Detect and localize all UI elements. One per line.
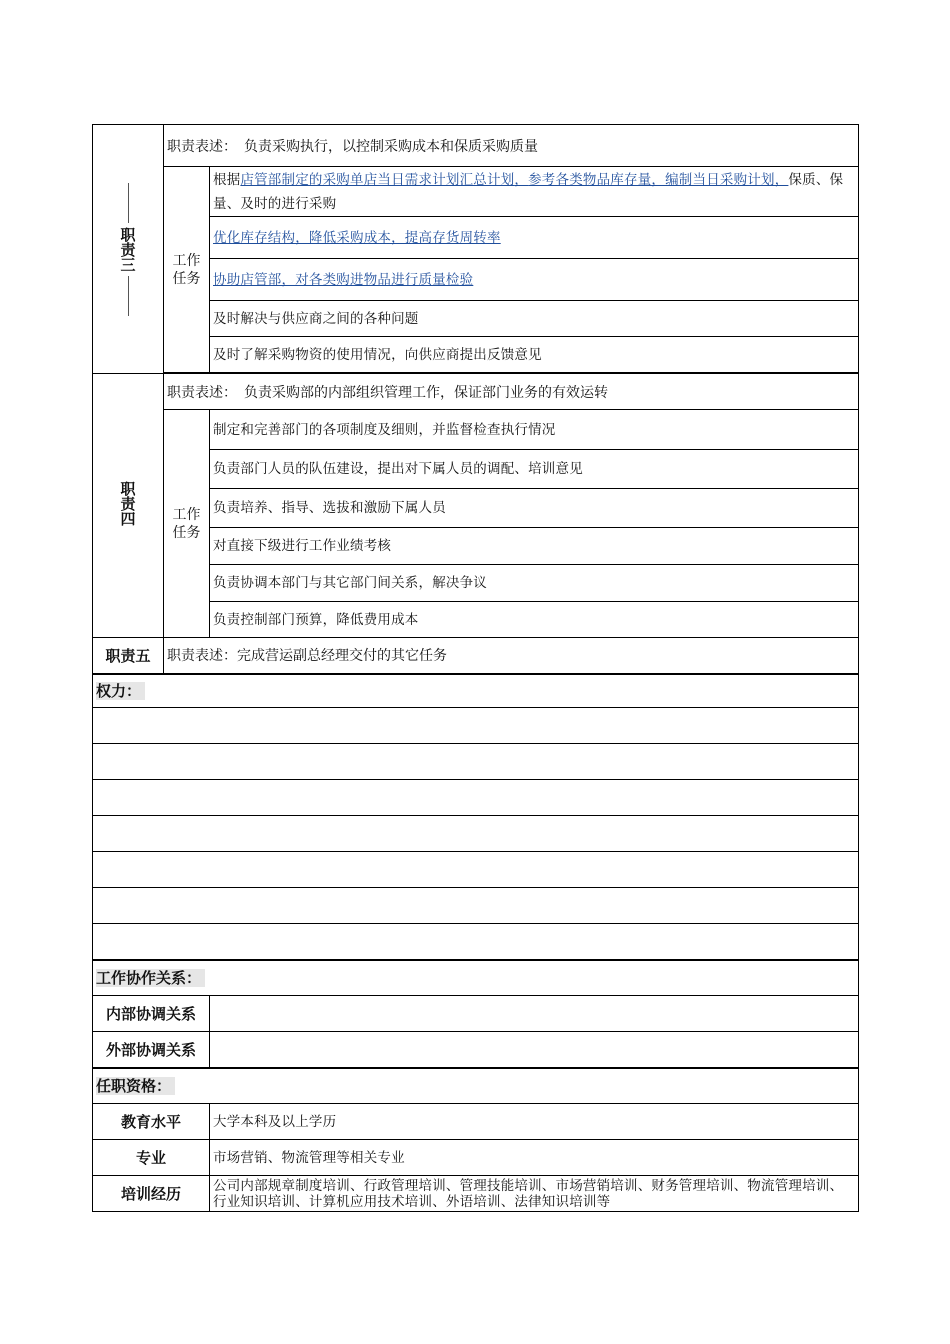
power-title-row [93, 674, 859, 708]
power-row-6 [93, 888, 859, 924]
external-value[interactable] [210, 1032, 859, 1068]
power-blank-5[interactable] [93, 852, 859, 888]
education-row [93, 1104, 859, 1140]
duty3-task-1-link-2[interactable]: 参考各类物品库存量，编制当日采购计划， [528, 171, 789, 188]
duty3-task-label-cell [164, 167, 210, 373]
duty3-task-1 [210, 167, 859, 217]
power-blank-3[interactable] [93, 780, 859, 816]
duty3-task-4: 及时解决与供应商之间的各种问题 [210, 301, 859, 337]
major-label: 专业 [93, 1140, 210, 1176]
cooperation-title-row [93, 960, 859, 996]
duty3-line-bottom [128, 276, 129, 316]
internal-row [93, 996, 859, 1032]
power-blank-1[interactable] [93, 708, 859, 744]
duty3-task-2 [210, 217, 859, 259]
major-value: 市场营销、物流管理等相关专业 [210, 1140, 859, 1176]
duty4-task-3: 负责培养、指导、选拔和激励下属人员 [210, 489, 859, 528]
external-label: 外部协调关系 [93, 1032, 210, 1068]
power-blank-2[interactable] [93, 744, 859, 780]
duty3-task-1-comma: ， [514, 171, 529, 188]
duty3-task-label: 工作任务 [172, 252, 201, 287]
training-label: 培训经历 [93, 1176, 210, 1212]
duty5-row [93, 638, 859, 674]
job-description-table [92, 124, 859, 1212]
internal-value[interactable] [210, 996, 859, 1032]
duty4-task-2: 负责部门人员的队伍建设，提出对下属人员的调配、培训意见 [210, 450, 859, 489]
duty3-task-2-link[interactable]: 优化库存结构，降低采购成本，提高存货周转率 [213, 229, 501, 246]
qualification-title-cell [93, 1068, 859, 1104]
cooperation-title-cell [93, 960, 859, 996]
duty4-task-row-1 [93, 410, 859, 450]
power-blank-6[interactable] [93, 888, 859, 924]
duty5-label: 职责五 [93, 638, 164, 674]
training-value: 公司内部规章制度培训、行政管理培训、管理技能培训、市场营销培训、财务管理培训、物流管理培训、行业知识培训、计算机应用技术培训、外语培训、法律知识培训等 [210, 1176, 859, 1212]
qualification-title: 任职资格： [96, 1077, 175, 1095]
duty3-desc-row [93, 125, 859, 167]
power-blank-7[interactable] [93, 924, 859, 960]
power-blank-4[interactable] [93, 816, 859, 852]
cooperation-title: 工作协作关系： [96, 969, 205, 987]
duty3-task-1-prefix: 根据 [213, 171, 241, 188]
duty3-desc: 职责表述： 负责采购执行，以控制采购成本和保质采购质量 [164, 125, 859, 167]
education-label: 教育水平 [93, 1104, 210, 1140]
duty4-task-4: 对直接下级进行工作业绩考核 [210, 528, 859, 565]
duty4-task-5: 负责协调本部门与其它部门间关系，解决争议 [210, 565, 859, 602]
power-row-2 [93, 744, 859, 780]
duty5-desc: 职责表述：完成营运副总经理交付的其它任务 [164, 638, 859, 674]
duty3-task-row-1 [93, 167, 859, 217]
duty3-task-1-tail: 保质、保量、及时的进行采购 [213, 171, 844, 212]
major-row [93, 1140, 859, 1176]
training-row [93, 1176, 859, 1212]
duty4-task-label-cell [164, 410, 210, 638]
external-row [93, 1032, 859, 1068]
power-title-cell [93, 674, 859, 708]
duty3-task-5: 及时了解采购物资的使用情况，向供应商提出反馈意见 [210, 337, 859, 373]
duty3-line-top [128, 183, 129, 223]
duty4-label: 职责四 [118, 481, 137, 526]
duty4-desc-row [93, 374, 859, 410]
duty4-desc: 职责表述： 负责采购部的内部组织管理工作，保证部门业务的有效运转 [164, 374, 859, 410]
duty3-task-3-link[interactable]: 协助店管部，对各类购进物品进行质量检验 [213, 271, 474, 288]
duty3-task-1-link-1[interactable]: 店管部制定的采购单店当日需求计划汇总计划 [240, 171, 515, 188]
education-value: 大学本科及以上学历 [210, 1104, 859, 1140]
power-row-3 [93, 780, 859, 816]
duty4-task-1: 制定和完善部门的各项制度及细则，并监督检查执行情况 [210, 410, 859, 450]
duty4-task-label: 工作任务 [172, 506, 201, 541]
duty3-task-3 [210, 259, 859, 301]
power-title: 权力： [96, 682, 145, 700]
power-row-7 [93, 924, 859, 960]
duty4-task-6: 负责控制部门预算，降低费用成本 [210, 602, 859, 638]
internal-label: 内部协调关系 [93, 996, 210, 1032]
duty3-label-cell [93, 125, 164, 374]
power-row-1 [93, 708, 859, 744]
power-row-4 [93, 816, 859, 852]
qualification-title-row [93, 1068, 859, 1104]
duty3-label: 职责三 [118, 226, 137, 272]
job-description-sheet [92, 124, 858, 1212]
power-row-5 [93, 852, 859, 888]
duty4-label-cell [93, 374, 164, 638]
